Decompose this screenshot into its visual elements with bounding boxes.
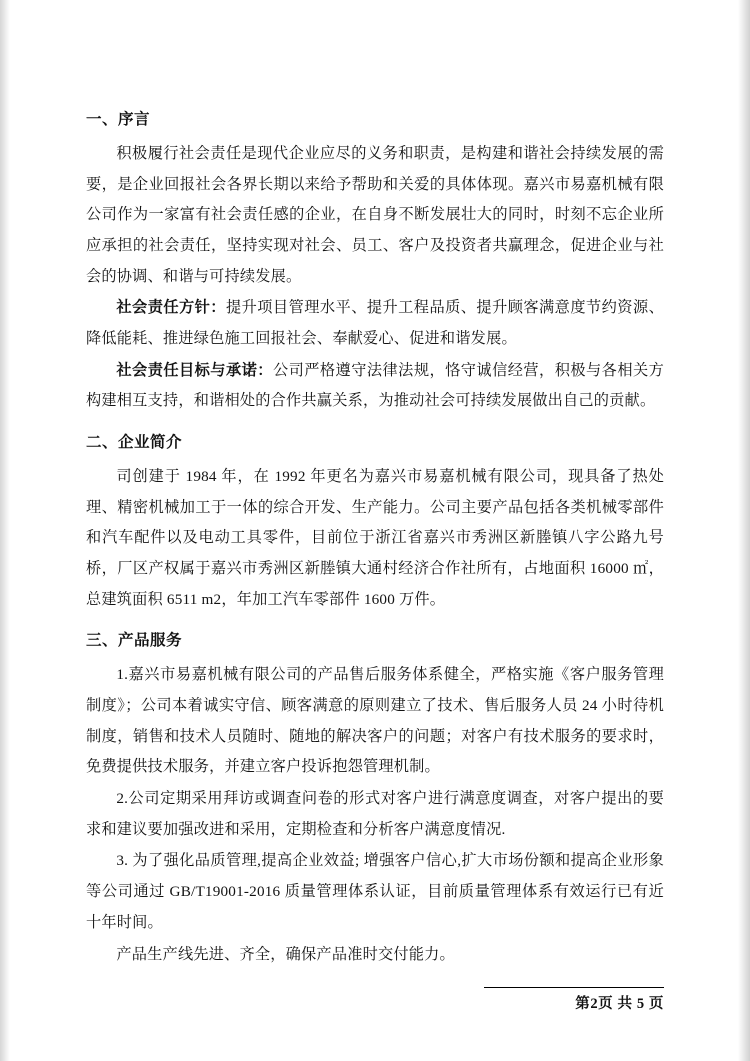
paragraph-text: 提升项目管理水平、提升工程品质、提升顾客满意度节约资源、降低能耗、推进绿色施工回报社会、奉献爱心、促进和谐发展。 xyxy=(86,299,664,348)
paragraph xyxy=(86,356,664,417)
paragraph-text: 2.公司定期采用拜访或调查问卷的形式对客户进行满意度调查，对客户提出的要求和建议要加强改进和采用，定期检查和分析客户满意度情况. xyxy=(86,790,664,838)
paragraph xyxy=(86,462,664,616)
paragraph xyxy=(86,846,664,938)
page-number: 第2页 共 5 页 xyxy=(484,987,664,1013)
paragraph-lead: 社会责任方针： xyxy=(116,299,226,317)
paragraph xyxy=(86,293,664,354)
paragraph-lead: 社会责任目标与承诺： xyxy=(116,361,273,379)
paragraph-text: 公司严格遵守法律法规，恪守诚信经营，积极与各相关方构建相互支持，和谐相处的合作共赢关系，为推动社会可持续发展做出自己的贡献。 xyxy=(86,361,665,410)
paragraph xyxy=(86,784,664,845)
paragraph-text: 积极履行社会责任是现代企业应尽的义务和职责，是构建和谐社会持续发展的需要，是企业回报社会各界长期以来给予帮助和关爱的具体体现。嘉兴市易嘉机械有限公司作为一家富有社会责任感的企业，在自身不断发展壮大的同时，时刻不忘企业所应承担的社会责任，坚持实现对社会、员工、客户及投资者共赢理念，促进企业与社会的协调、和谐与可持续发展。 xyxy=(86,144,664,285)
paragraph xyxy=(86,660,664,783)
section-heading-product-service: 三、产品服务 xyxy=(86,632,183,650)
paragraph-text: 司创建于 1984 年，在 1992 年更名为嘉兴市易嘉机械有限公司，现具备了热处理、精密机械加工于一体的综合开发、生产能力。公司主要产品包括各类机械零部件和汽车配件以及电动工具零件，目前位于浙江省嘉兴市秀洲区新塍镇八字公路九号桥，厂区产权属于嘉兴市秀洲区新塍镇大通村经济合作社所有，占地面积 16000 ㎡，总建筑面积 6511 m2，年加工汽车零部件 1600 万件。 xyxy=(86,467,664,608)
document-body xyxy=(86,108,664,971)
paragraph-text: 3. 为了强化品质管理,提高企业效益; 增强客户信心,扩大市场份额和提高企业形象等公司通过 GB/T19001-2016 质量管理体系认证，目前质量管理体系有效运行已有近十年时间。 xyxy=(86,852,664,931)
paragraph xyxy=(86,940,664,971)
page-footer xyxy=(86,987,664,1013)
paragraph-text: 1.嘉兴市易嘉机械有限公司的产品售后服务体系健全，严格实施《客户服务管理制度》；公司本着诚实守信、顾客满意的原则建立了技术、售后服务人员 24 小时待机制度，销售和技术人员随时、随地的解决客户的问题；对客户有技术服务的要求时，免费提供技术服务，并建立客户投诉抱怨管理机制。 xyxy=(86,666,664,776)
paragraph xyxy=(86,139,664,293)
section-heading-preface: 一、序言 xyxy=(86,111,151,128)
paragraph-text: 产品生产线先进、齐全，确保产品准时交付能力。 xyxy=(116,945,455,963)
section-heading-company-profile: 二、企业简介 xyxy=(86,434,183,452)
